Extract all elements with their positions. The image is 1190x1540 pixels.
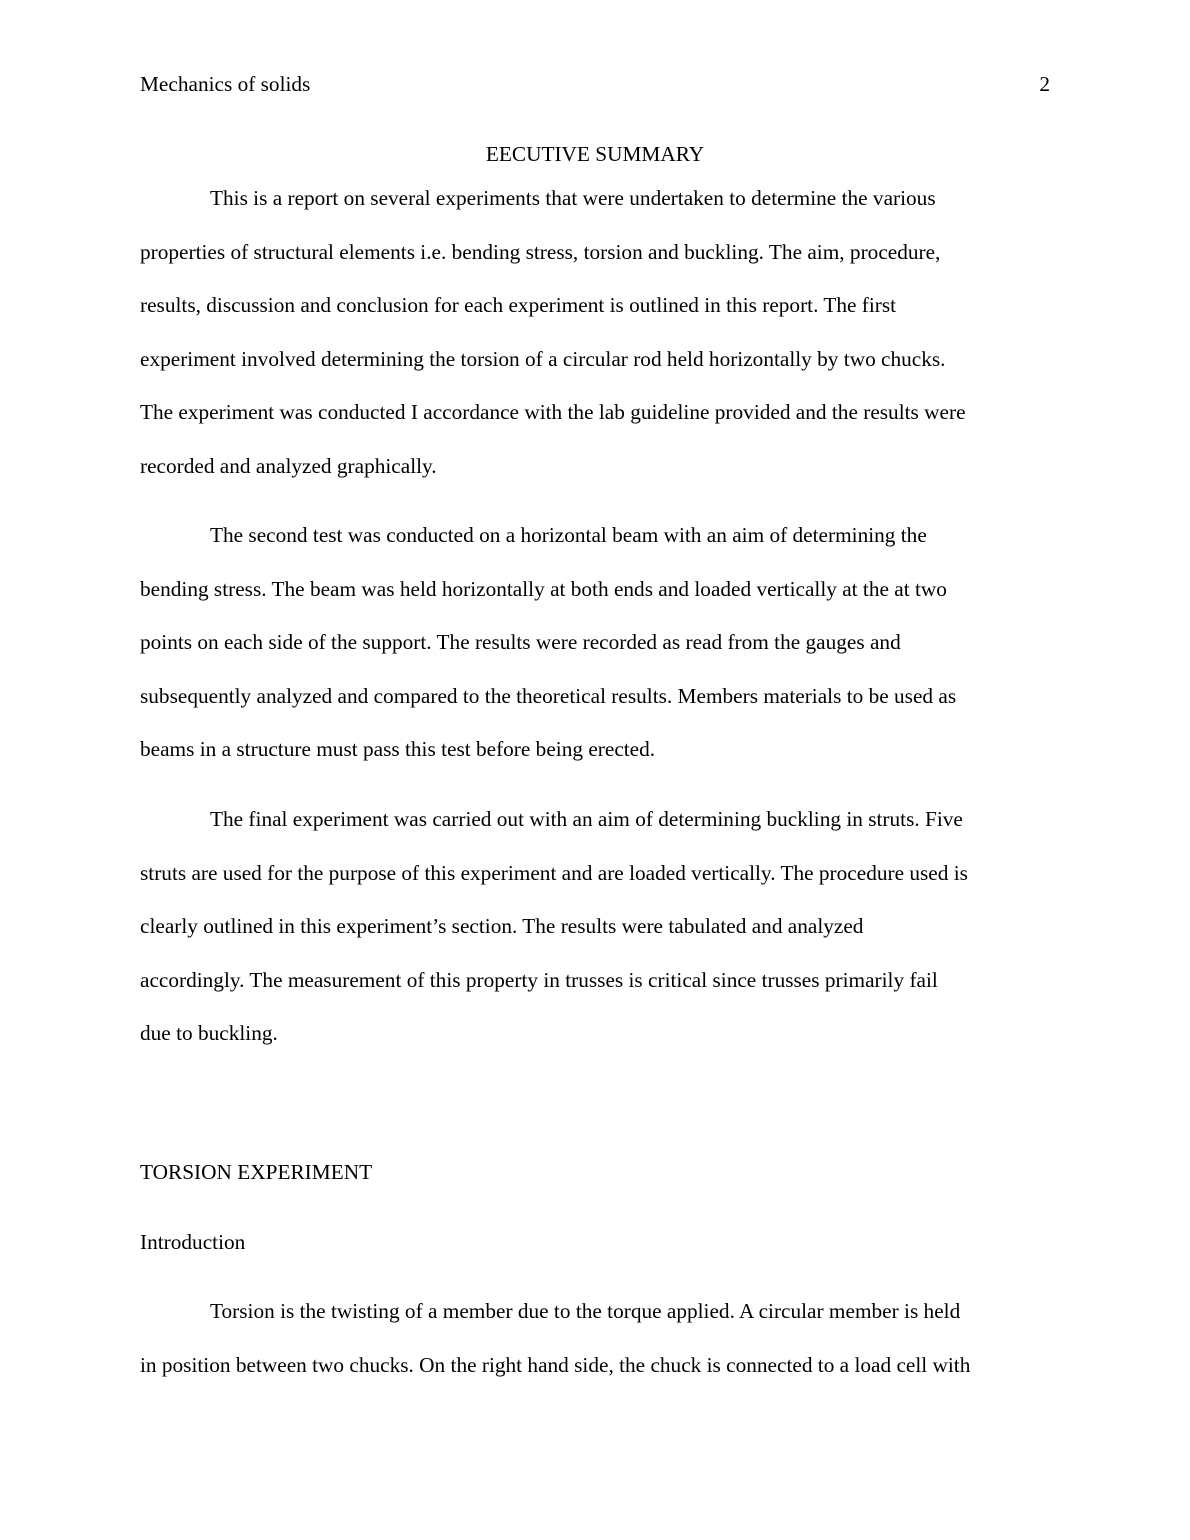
torsion-intro-paragraph	[140, 1297, 1060, 1404]
paragraph-line: clearly outlined in this experiment’s section. The results were tabulated and analyzed	[140, 914, 864, 939]
paragraph-line: accordingly. The measurement of this property in trusses is critical since trusses primarily fail	[140, 967, 938, 992]
summary-paragraph-3	[140, 805, 1060, 1073]
paragraph-line: beams in a structure must pass this test before being erected.	[140, 737, 656, 762]
summary-paragraph-2	[140, 521, 1060, 789]
paragraph-line: The second test was conducted on a horizontal beam with an aim of determining the	[210, 523, 927, 547]
paragraph-line: properties of structural elements i.e. bending stress, torsion and buckling. The aim, procedure,	[140, 239, 941, 264]
executive-summary-title: EECUTIVE SUMMARY	[485, 142, 705, 166]
paragraph-line: in position between two chucks. On the right hand side, the chuck is connected to a load cell with	[140, 1352, 971, 1377]
paragraph-line: due to buckling.	[140, 1021, 278, 1046]
paragraph-line: bending stress. The beam was held horizontally at both ends and loaded vertically at the at two	[140, 576, 947, 601]
paragraph-line: The experiment was conducted I accordance with the lab guideline provided and the results were	[140, 400, 966, 425]
paragraph-line: Torsion is the twisting of a member due to the torque applied. A circular member is held	[210, 1299, 961, 1323]
paragraph-line: experiment involved determining the torsion of a circular rod held horizontally by two chucks.	[140, 346, 946, 371]
page-number: 2	[1039, 72, 1050, 96]
introduction-subheading: Introduction	[140, 1230, 246, 1254]
paragraph-line: results, discussion and conclusion for each experiment is outlined in this report. The first	[140, 293, 897, 318]
paragraph-line: points on each side of the support. The results were recorded as read from the gauges and	[140, 630, 901, 655]
summary-paragraph-1	[140, 184, 1060, 506]
torsion-experiment-heading: TORSION EXPERIMENT	[140, 1160, 373, 1184]
paragraph-line: This is a report on several experiments that were undertaken to determine the various	[210, 186, 936, 210]
paragraph-line: subsequently analyzed and compared to the theoretical results. Members materials to be used as	[140, 683, 957, 708]
paragraph-line: struts are used for the purpose of this experiment and are loaded vertically. The procedure used is	[140, 860, 968, 885]
paragraph-line: recorded and analyzed graphically.	[140, 453, 437, 478]
running-head: Mechanics of solids	[140, 72, 311, 96]
paragraph-line: The final experiment was carried out with an aim of determining buckling in struts. Five	[210, 807, 963, 831]
